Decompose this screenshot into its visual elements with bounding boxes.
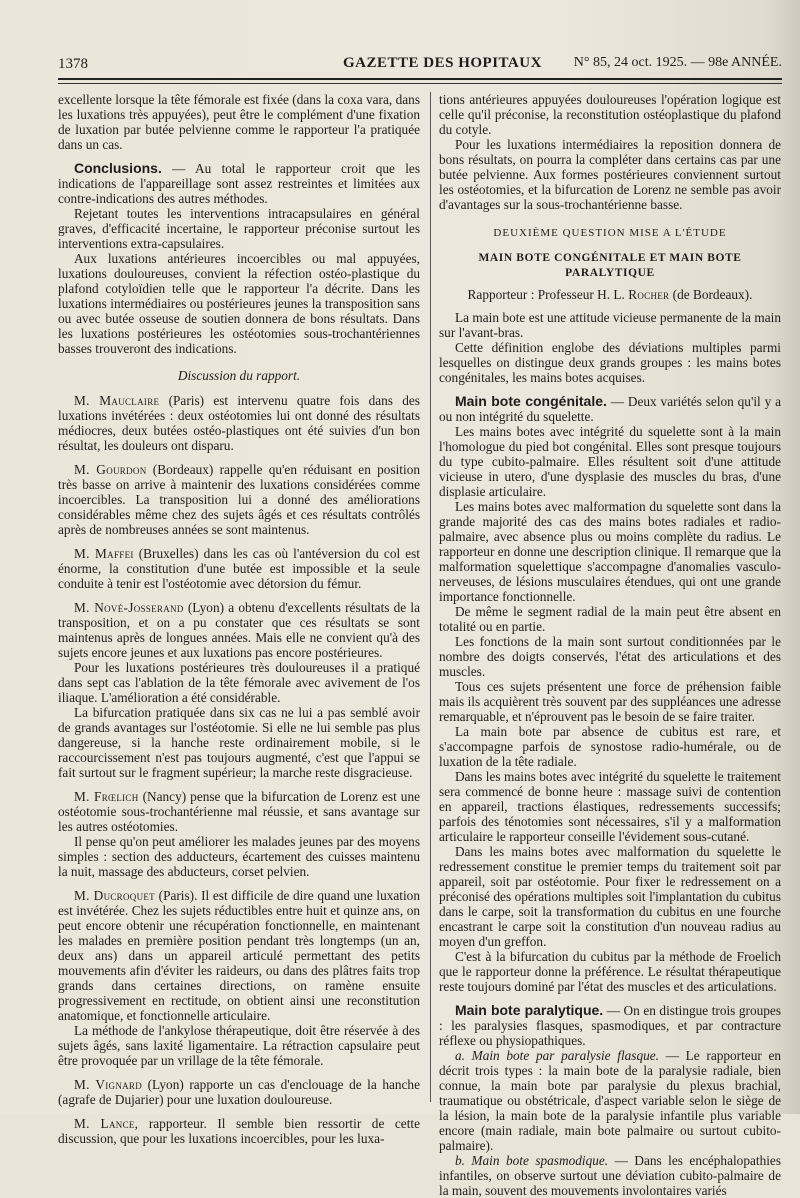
paragraph: a. Main bote par paralysie flasque. — Le rapporteur en décrit trois types : la main bote de la paralysie radiale, bien connue, la main bote par paralysie du plexus brachial, traumatique ou obstétricale, d'aspect variable selon le siège de la lésion, la main bote de la paralysie infantile plus variable encore (main radiale, main bote palmaire ou surtout cubito-palmaire). [439, 1048, 782, 1153]
paragraph: La méthode de l'ankylose thérapeutique, doit être réservée à des sujets âgés, sans laxité ligamentaire. La rétraction capsulaire peut être provoquée par un vrillage de la tête fémorale. [58, 1023, 420, 1068]
paragraph: Les mains botes avec malformation du squelette sont dans la grande majorité des cas des mains botes radiales et radio-palmaire, avec absence plus ou moins complète du radius. Le rapporteur en donne une description clinique. Il remarque que la malformation squelettique s'accompagne d'anomalies vasculo-nerveuses, de lésions musculaires étendues, qui ont une grande importance fonctionnelle. [439, 499, 781, 604]
paragraph: Main bote paralytique. — On en distingue trois groupes : les paralysies flasques, spasmodiques, et par contracture réflexe ou physiopathiques. [439, 1002, 781, 1048]
speaker-name: M. Maffei [73, 546, 134, 561]
paragraph: C'est à la bifurcation du cubitus par la méthode de Froelich que le rapporteur donne la préférence. Le résultat thérapeutique reste toujours dominé par l'état des muscles et des articulations. [439, 949, 781, 994]
paragraph: Pour les luxations intermédiaires la reposition donnera de bons résultats, on pourra la compléter dans certains cas par une butée pelvienne. Aux formes postérieures conviennent surtout les ostéotomies, et la bifurcation de Lorenz ne semble pas avoir d'avantages sur la sous-trochantérienne basse. [439, 137, 781, 212]
paragraph: Il pense qu'on peut améliorer les malades jeunes par des moyens simples : section des adducteurs, écartement des cuisses maintenu la nuit, massage des abducteurs, corset pelvien. [58, 834, 420, 879]
paragraph: excellente lorsque la tête fémorale est fixée (dans la coxa vara, dans les luxations très appuyées), peut être le complément d'une fixation de luxation par butée pelvienne comme le rapporteur l'a pratiquée dans un cas. [58, 92, 420, 152]
page-header [58, 52, 782, 76]
page-number: 1378 [58, 56, 88, 72]
paragraph: M. Mauclaire (Paris) est intervenu quatre fois dans des luxations invétérées : deux ostéotomies lui ont donné des résultats médiocres, deux butées ostéo-plastiques ont été suivies d'un bon résultat, les douleurs ont disparu. [58, 393, 420, 453]
speaker-name: M. Vignard [73, 1077, 143, 1092]
left-column [58, 92, 420, 1146]
paragraph: Tous ces sujets présentent une force de préhension faible mais ils acquièrent très souvent par des suppléances une adresse remarquable, et n'éprouvent pas le besoin de se faire traiter. [439, 679, 781, 724]
paragraph: M. Gourdon (Bordeaux) rappelle qu'en réduisant en position très basse on arrive à maintenir des luxations considérées comme incoercibles. La transposition lui a donné des améliorations considérables même chez des sujets âgés et ces résultats contrôlés après de nombreuses années se sont maintenus. [58, 462, 420, 537]
speaker-name: M. Frœlich [73, 789, 139, 804]
paragraph: M. Maffei (Bruxelles) dans les cas où l'antéversion du col est énorme, la constitution d'une butée est impossible et la seule conduite à tenir est l'ostéotomie avec détorsion du fémur. [58, 546, 420, 591]
column-divider [430, 92, 431, 1102]
paralytic-lead: Main bote paralytique. [454, 1002, 604, 1018]
speaker-name: M. Mauclaire [73, 393, 160, 408]
paragraph: Dans les mains botes avec intégrité du squelette le traitement sera commencé de bonne heure : massage suivi de contention en appareil, tractions élastiques, redressements successifs; parfois des ténotomies sont nécessaires, s'il y a malformation articulaire le rapporteur conseille l'évidement sous-cutané. [439, 769, 781, 844]
paragraph: M. Lance, rapporteur. Il semble bien ressortir de cette discussion, que pour les luxations incoercibles, pour les luxa- [58, 1116, 420, 1146]
speaker-name: M. Ducroquet [73, 888, 155, 903]
section-title: DEUXIÈME QUESTION MISE A L'ÉTUDE [493, 227, 727, 239]
paragraph: Cette définition englobe des déviations multiples parmi lesquelles on distingue deux grands groupes : les mains botes congénitales, les mains botes acquises. [439, 340, 781, 385]
paragraph: Les mains botes avec intégrité du squelette sont à la main l'homologue du pied bot congénital. Elles sont presque toujours du type cubito-palmaire. Elles résultent soit d'une attitude vicieuse in utero, d'une dysplasie des muscles du bras, d'une displasie articulaire. [439, 424, 781, 499]
header-rule-thin [58, 83, 782, 84]
paragraph: M. Ducroquet (Paris). Il est difficile de dire quand une luxation est invétérée. Chez les sujets réductibles entre huit et quinze ans, on peut encore obtenir une récupération fonctionnelle, en maintenant les malades en première position pendant très longtemps (un an, deux ans) dans un appareil articulé permettant des petits mouvements afin d'éviter les raideurs, ou dans des plâtres faits trop grands dans certaines directions, on ramène ensuite progressivement en rectitude, on obtient ainsi une reconstitution anatomique, et fonctionnelle articulaire. [58, 888, 420, 1023]
subsection-label: a. Main bote par paralysie flasque. [454, 1048, 660, 1063]
discussion-heading: Discussion du rapport. [177, 368, 301, 383]
speaker-name: M. Gourdon [73, 462, 147, 477]
paragraph: Dans les mains botes avec malformation du squelette le redressement constitue le premier temps du traitement soit par appareil, soit par ostéotomie. Pour fixer le redressement on a préconisé des opérations multiples soit l'implantation du cubitus dans le carpe, soit la transformation du cubitus en une fourche encastrant le carpe soit la constitution d'un nouveau radius au moyen d'un greffon. [439, 844, 781, 949]
speaker-name: M. Lance, [73, 1116, 139, 1131]
paragraph: La main bote par absence de cubitus est rare, et s'accompagne parfois de synostose radio-humérale, ou de luxation de la tête radiale. [439, 724, 781, 769]
speaker-name: M. Nové-Josserand [73, 600, 184, 615]
paragraph: Pour les luxations postérieures très douloureuses il a pratiqué dans sept cas l'ablation de la tête fémorale avec avivement de l'os iliaque. L'amélioration a été considérable. [58, 660, 420, 705]
paragraph: M. Frœlich (Nancy) pense que la bifurcation de Lorenz est une ostéotomie sous-trochantérienne mal réussie, et sans avantage sur les autres ostéotomies. [58, 789, 420, 834]
journal-title: GAZETTE DES HOPITAUX [343, 55, 542, 71]
paragraph: M. Vignard (Lyon) rapporte un cas d'enclouage de la hanche (agrafe de Dujarier) pour une luxation douloureuse. [58, 1077, 420, 1107]
rapporteur-name: Rocher [628, 287, 670, 302]
paragraph: Les fonctions de la main sont surtout conditionnées par le nombre des doigts conservés, l'état des articulations et des muscles. [439, 634, 781, 679]
paragraph: Rejetant toutes les interventions intracapsulaires en général graves, d'efficacité incertaine, le rapporteur préconise surtout les interventions extra-capsulaires. [58, 206, 420, 251]
paragraph: La main bote est une attitude vicieuse permanente de la main sur l'avant-bras. [439, 310, 781, 340]
section-subtitle: MAIN BOTE CONGÉNITALE ET MAIN BOTE PARALYTIQUE [478, 252, 742, 279]
paragraph: Main bote congénitale. — Deux variétés selon qu'il y a ou non intégrité du squelette. [439, 393, 781, 424]
congenital-lead: Main bote congénitale. [454, 393, 607, 409]
right-column [439, 92, 782, 1198]
paragraph: La bifurcation pratiquée dans six cas ne lui a pas semblé avoir de grands avantages sur l'ostéotomie. Si elle ne lui semble pas plus dangereuse, si la hanche reste ordinairement mobile, si le raccourcissement n'est pas toujours augmenté, c'est que l'appui se fait surtout sur le fragment supérieur; la marche reste disgracieuse. [58, 705, 420, 780]
paragraph: Conclusions. — Au total le rapporteur croit que les indications de l'appareillage sont assez restreintes et limitées aux contre-indications des autres méthodes. [58, 160, 420, 206]
header-rule-thick [58, 78, 782, 80]
paragraph: De même le segment radial de la main peut être absent en totalité ou en partie. [439, 604, 781, 634]
paragraph: Aux luxations antérieures incoercibles ou mal appuyées, luxations douloureuses, convient la réfection ostéo-plastique du plafond cotyloïdien telle que le rapporteur l'a décrite. Dans les luxations intermédiaires ou postérieures jeunes la transposition sans ou avec butée osseuse de soutien donnera de bons résultats. Dans les luxations postérieures les ostéotomies sous-trochantériennes basses trouveront des indications. [58, 251, 420, 356]
rapporteur-line: Rapporteur : Professeur H. L. Rocher (de Bordeaux). [467, 287, 753, 302]
paragraph: M. Nové-Josserand (Lyon) a obtenu d'excellents résultats de la transposition, et on a pu constater que ces résultats se sont maintenus après de longues années. Mais elle ne convient qu'à des sujets encore jeunes et aux luxations pas encore postérieures. [58, 600, 420, 660]
paragraph: b. Main bote spasmodique. — Dans les encéphalopathies infantiles, on observe surtout une déviation cubito-palmaire de la main, souvent des mouvements involontaires variés [439, 1153, 781, 1198]
subsection-label: b. Main bote spasmodique. [454, 1153, 609, 1168]
issue-info: N° 85, 24 oct. 1925. — 98e ANNÉE. [573, 55, 782, 70]
conclusions-lead: Conclusions. [73, 160, 162, 176]
paragraph: tions antérieures appuyées douloureuses l'opération logique est celle qu'il préconise, la reconstitution ostéoplastique du plafond du cotyle. [439, 92, 781, 137]
